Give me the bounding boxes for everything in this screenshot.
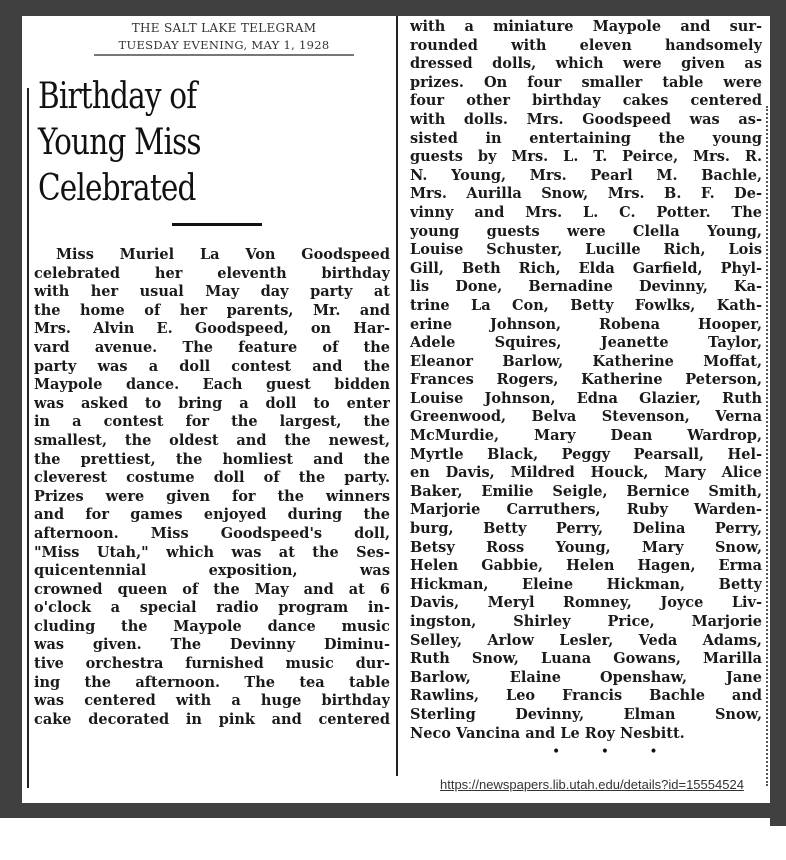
article-line: Mrs. Aurilla Snow, Mrs. B. F. De- (410, 185, 762, 203)
article-line: Neco Vancina and Le Roy Nesbitt. (410, 724, 685, 742)
article-line: and for games enjoyed during the (34, 506, 390, 524)
viewer-frame-bottom (0, 803, 786, 818)
article-line: Barlow, Elaine Openshaw, Jane (410, 668, 762, 686)
article-line: N. Young, Mrs. Pearl M. Bachle, (410, 166, 762, 184)
article-line: Gill, Beth Rich, Elda Garfield, Phyl- (410, 259, 762, 277)
article-line: Louise Johnson, Edna Glazier, Ruth (410, 389, 762, 407)
article-line: party was a doll contest and the (34, 357, 390, 375)
article-line: "Miss Utah," which was at the Ses- (34, 543, 390, 561)
article-line: o'clock a special radio program in- (34, 599, 390, 617)
viewer-frame-top (0, 0, 786, 16)
end-of-article-mark: • • • (552, 744, 676, 760)
article-line: with her usual May day party at (34, 283, 390, 301)
article-line: Eleanor Barlow, Katherine Moffat, (410, 352, 762, 370)
column-divider (396, 16, 398, 776)
article-line: erine Johnson, Robena Hooper, (410, 315, 762, 333)
article-left-column (34, 246, 390, 729)
article-line: Myrtle Black, Peggy Pearsall, Hel- (410, 445, 762, 463)
headline-line-1: Birthday of (38, 76, 197, 117)
article-line: trine La Con, Betty Fowlks, Kath- (410, 296, 762, 314)
article-line: Betsy Ross Young, Mary Snow, (410, 538, 762, 556)
article-line: Rawlins, Leo Francis Bachle and (410, 687, 762, 705)
masthead (94, 20, 354, 56)
article-line: guests by Mrs. L. T. Peirce, Mrs. R. (410, 148, 762, 166)
publication-date: TUESDAY EVENING, MAY 1, 1928 (94, 37, 354, 56)
article-line: rounded with eleven handsomely (410, 36, 762, 54)
article-line: celebrated her eleventh birthday (34, 264, 390, 282)
article-line: was centered with a huge birthday (34, 692, 390, 710)
article-line: Greenwood, Belva Stevenson, Verna (410, 408, 762, 426)
article-line: four other birthday cakes centered (410, 92, 762, 110)
article-line: lis Done, Bernadine Devinny, Ka- (410, 278, 762, 296)
article-line: burg, Betty Perry, Delina Perry, (410, 520, 762, 538)
article-line: young guests were Clella Young, (410, 222, 762, 240)
left-column-rule (27, 88, 29, 788)
article-line: was asked to bring a doll to enter (34, 394, 390, 412)
article-line: the home of her parents, Mr. and (34, 301, 390, 319)
article-line: prizes. On four smaller table were (410, 73, 762, 91)
viewer-frame-right (770, 0, 786, 826)
newspaper-clipping (22, 16, 770, 803)
article-line: Hickman, Eleine Hickman, Betty (410, 575, 762, 593)
article-line: quicentennial exposition, was (34, 562, 390, 580)
article-line: vard avenue. The feature of the (34, 338, 390, 356)
article-line: crowned queen of the May and at 6 (34, 580, 390, 598)
article-line: with dolls. Mrs. Goodspeed was as- (410, 110, 762, 128)
article-line: Ruth Snow, Luana Gowans, Marilla (410, 650, 762, 668)
article-line: McMurdie, Mary Dean Wardrop, (410, 427, 762, 445)
article-right-column (410, 18, 762, 743)
article-line: Baker, Emilie Seigle, Bernice Smith, (410, 482, 762, 500)
article-line: Mrs. Alvin E. Goodspeed, on Har- (34, 320, 390, 338)
article-line: ingston, Shirley Price, Marjorie (410, 613, 762, 630)
article-line: smallest, the oldest and the newest, (34, 431, 390, 449)
right-column-edge (766, 106, 770, 786)
article-line: Prizes were given for the winners (34, 487, 390, 505)
article-line: Adele Squires, Jeanette Taylor, (410, 334, 762, 352)
article-line: en Davis, Mildred Houck, Mary Alice (410, 464, 762, 482)
source-url-link[interactable]: https://newspapers.lib.utah.edu/details?id=15554524 (440, 777, 744, 792)
headline (38, 74, 243, 212)
article-line: tive orchestra furnished music dur- (34, 655, 390, 673)
article-line: Louise Schuster, Lucille Rich, Lois (410, 241, 762, 259)
article-line: Helen Gabbie, Helen Hagen, Erma (410, 557, 762, 575)
article-line: the prettiest, the homliest and the (34, 450, 390, 468)
article-line: Davis, Meryl Romney, Joyce Liv- (410, 594, 762, 612)
article-line: in a contest for the largest, the (34, 413, 390, 431)
article-line: cake decorated in pink and centered (34, 710, 390, 728)
headline-rule (172, 223, 262, 226)
article-line: afternoon. Miss Goodspeed's doll, (34, 524, 390, 542)
headline-line-2: Young Miss (38, 122, 201, 163)
article-line: sisted in entertaining the young (410, 129, 762, 147)
article-line: Miss Muriel La Von Goodspeed (56, 246, 390, 263)
article-line: Marjorie Carruthers, Ruby Warden- (410, 501, 762, 519)
article-line: cleverest costume doll of the party. (34, 469, 390, 487)
article-line: Selley, Arlow Lesler, Veda Adams, (410, 631, 762, 649)
article-line: vinny and Mrs. L. C. Potter. The (410, 203, 762, 221)
article-line: ing the afternoon. The tea table (34, 673, 390, 691)
article-line: Maypole dance. Each guest bidden (34, 376, 390, 394)
viewer-frame-left (0, 0, 22, 818)
headline-line-3: Celebrated (38, 168, 196, 209)
article-line: cluding the Maypole dance music (34, 617, 390, 635)
article-line: was given. The Devinny Diminu- (34, 636, 390, 654)
newspaper-name: THE SALT LAKE TELEGRAM (131, 21, 317, 35)
article-line: Sterling Devinny, Elman Snow, (410, 705, 762, 723)
article-line: with a miniature Maypole and sur- (410, 18, 762, 35)
article-line: Frances Rogers, Katherine Peterson, (410, 371, 762, 389)
article-line: dressed dolls, which were given as (410, 55, 762, 73)
